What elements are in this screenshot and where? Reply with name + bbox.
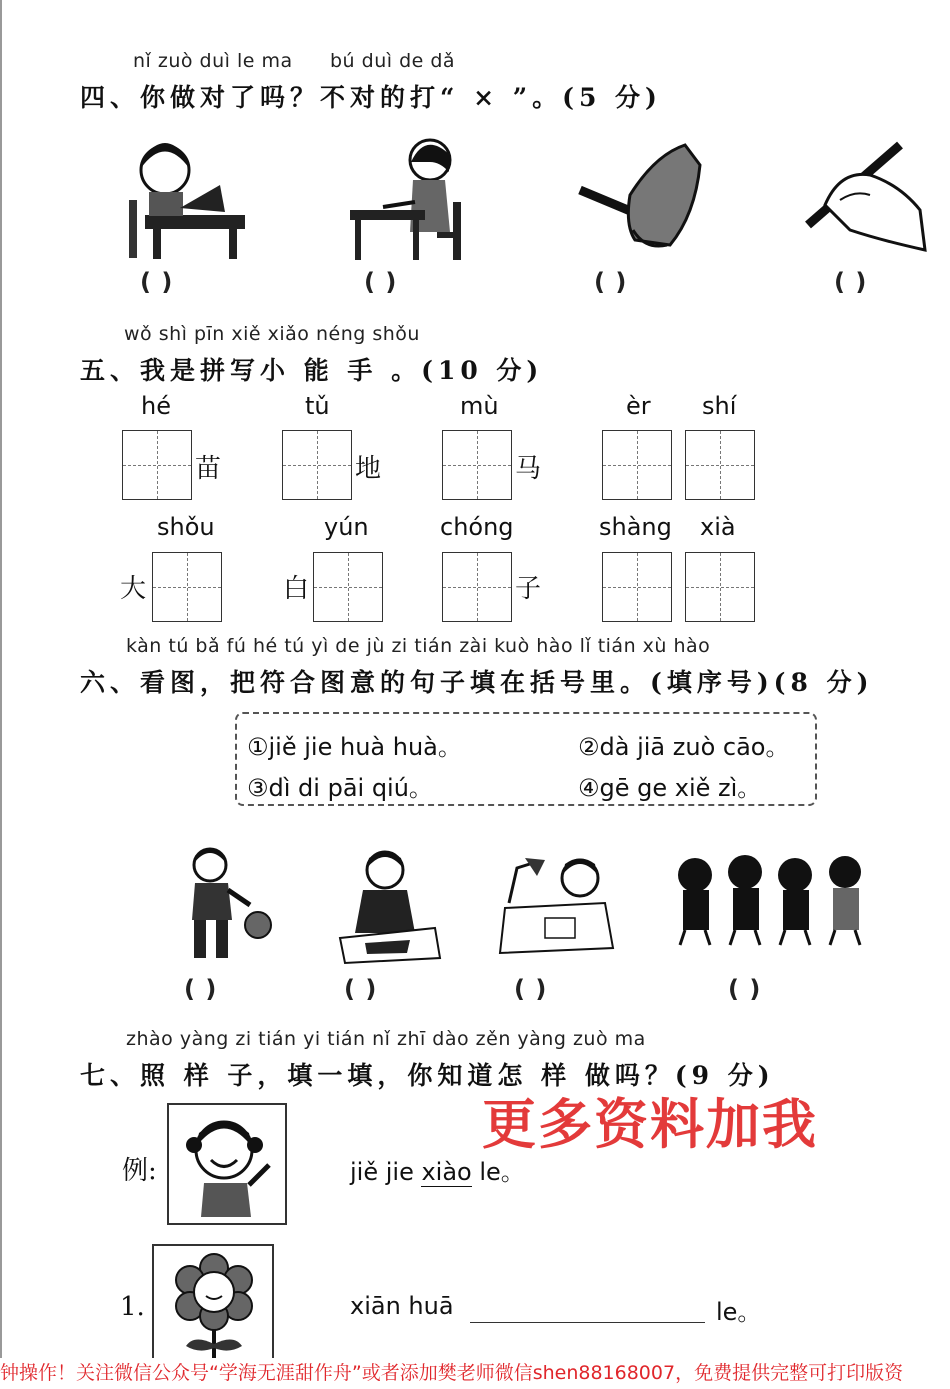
q5-r1-grid-4[interactable] — [602, 430, 672, 500]
q5-r2-char-1: 大 — [120, 574, 147, 604]
q7-example-part-a: jiě jie — [350, 1158, 422, 1186]
q5-r2-grid-3[interactable] — [442, 552, 512, 622]
q7-item1-image-frame — [152, 1244, 274, 1364]
q6-option-3: ③dì di pāi qiú。 — [247, 774, 433, 802]
q5-r2-pinyin-5: xià — [700, 513, 736, 541]
q4-answer-4[interactable]: ( ) — [834, 268, 868, 296]
q5-r2-char-3: 子 — [515, 574, 542, 604]
q6-answer-1[interactable]: ( ) — [184, 975, 218, 1003]
q7-example-answer-word: xiào — [421, 1158, 472, 1186]
q5-r2-grid-4[interactable] — [602, 552, 672, 622]
q5-r2-pinyin-2: yún — [324, 513, 369, 541]
q5-r2-pinyin-1: shǒu — [157, 513, 215, 541]
q6-answer-3[interactable]: ( ) — [514, 975, 548, 1003]
q7-example-part-b: le。 — [471, 1158, 525, 1186]
q4-answer-2[interactable]: ( ) — [364, 268, 398, 296]
laughing-girl-icon — [169, 1105, 285, 1223]
q7-item1-answer-blank[interactable] — [470, 1322, 705, 1323]
girl-writing-icon — [345, 132, 475, 262]
q5-r1-grid-2[interactable] — [282, 430, 352, 500]
hand-holding-pencil-correct-icon — [800, 130, 930, 260]
q5-r1-char-1: 苗 — [195, 454, 222, 484]
q6-option-1: ①jiě jie huà huà。 — [247, 733, 462, 761]
q7-item1-sentence-b: le。 — [716, 1298, 762, 1326]
q7-pinyin: zhào yàng zi tián yi tián nǐ zhī dào zěn yàng zuò ma — [126, 1028, 646, 1050]
q6-option-2: ②dà jiā zuò cāo。 — [578, 733, 790, 761]
q5-heading: 五、我是拼写小 能 手 。(10 分) — [80, 356, 544, 385]
q4-answer-1[interactable]: ( ) — [140, 268, 174, 296]
watermark-text: 更多资料加我 — [482, 1093, 818, 1156]
q5-r1-char-2: 地 — [355, 454, 382, 484]
q4-answer-3[interactable]: ( ) — [594, 268, 628, 296]
q5-pinyin: wǒ shì pīn xiě xiǎo néng shǒu — [124, 323, 420, 345]
q5-r1-pinyin-4: èr — [626, 392, 651, 420]
q5-r2-pinyin-3: chóng — [440, 513, 514, 541]
q4-heading: 四、你做对了吗？不对的打“ × ”。(5 分) — [80, 83, 662, 112]
q5-r1-grid-1[interactable] — [122, 430, 192, 500]
q5-r2-pinyin-4: shàng — [599, 513, 672, 541]
q6-answer-4[interactable]: ( ) — [728, 975, 762, 1003]
footer-promo-banner: 钟操作！关注微信公众号“学海无涯甜作舟”或者添加樊老师微信shen88168007，免费提供完整可打印版资 — [0, 1358, 950, 1389]
q5-r1-pinyin-2: tǔ — [305, 392, 330, 420]
q5-r1-pinyin-3: mù — [460, 392, 499, 420]
boy-bouncing-ball-icon — [170, 845, 280, 965]
smiling-flower-icon — [154, 1246, 272, 1362]
q7-example-label: 例: — [122, 1156, 157, 1186]
q5-r1-pinyin-5: shí — [702, 392, 737, 420]
q5-r1-grid-5[interactable] — [685, 430, 755, 500]
q7-item1-sentence-a: xiān huā — [350, 1292, 454, 1320]
q5-r1-pinyin-1: hé — [141, 392, 171, 420]
q4-pinyin-b: bú duì de dǎ — [330, 50, 456, 72]
q7-example-sentence — [350, 1152, 525, 1187]
hand-holding-pencil-wrong-icon — [575, 135, 705, 260]
q7-example-image-frame — [167, 1103, 287, 1225]
kids-exercising-icon — [655, 850, 885, 950]
q6-heading: 六、看图，把符合图意的句子填在括号里。(填序号)(8 分) — [80, 668, 874, 697]
q5-r2-grid-1[interactable] — [152, 552, 222, 622]
q5-r2-grid-2[interactable] — [313, 552, 383, 622]
q6-answer-2[interactable]: ( ) — [344, 975, 378, 1003]
q7-heading: 七、照 样 子，填一填，你知道怎 样 做吗？(9 分) — [80, 1061, 775, 1090]
q4-pinyin-a: nǐ zuò duì le ma — [133, 50, 293, 72]
girl-reading-icon — [125, 130, 255, 260]
q6-option-4: ④gē ge xiě zì。 — [578, 774, 762, 802]
boy-writing-at-lamp-icon — [495, 848, 620, 958]
q7-item1-label: 1. — [120, 1292, 145, 1322]
q5-r1-char-3: 马 — [515, 454, 542, 484]
q5-r2-char-2: 白 — [283, 574, 310, 604]
q5-r2-grid-5[interactable] — [685, 552, 755, 622]
page-edge-line — [0, 0, 2, 1358]
q6-pinyin: kàn tú bǎ fú hé tú yì de jù zi tián zài kuò hào lǐ tián xù hào — [126, 635, 711, 657]
q5-r1-grid-3[interactable] — [442, 430, 512, 500]
child-drawing-icon — [335, 848, 445, 968]
